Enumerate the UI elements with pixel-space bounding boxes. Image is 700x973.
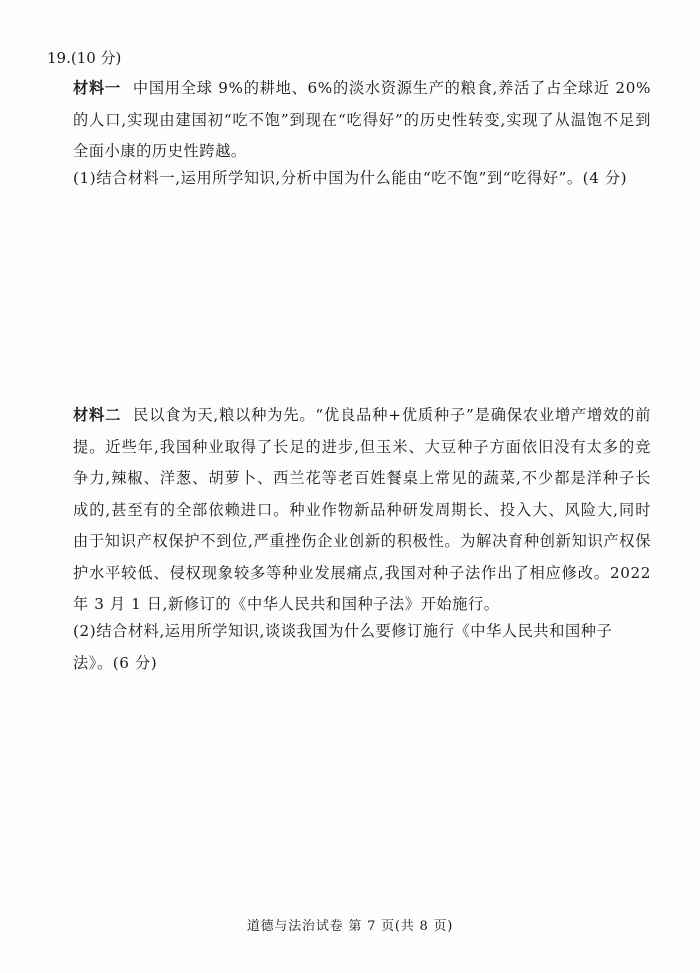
material-two-text: 民以食为天,粮以种为先。“优良品种+优质种子”是确保农业增产增效的前提。近些年,我国种业取得了长足的进步,但玉米、大豆种子方面依旧没有太多的竞争力,辣椒、洋葱、胡萝卜、西兰花等老百姓餐桌上常见的蔬菜,不少都是洋种子长成的,甚至有的全部依赖进口。种业作物新品种研发周期长、投入大、风险大,同时由于知识产权保护不到位,严重挫伤企业创新的积极性。为解决育种创新知识产权保护水平较低、侵权现象较多等种业发展痛点,我国对种子法作出了相应修改。2022 年 3 月 1 日,新修订的《中华人民共和国种子法》开始施行。 <box>73 406 651 613</box>
material-one-label: 材料一 <box>73 79 121 97</box>
material-one-text: 中国用全球 9%的耕地、6%的淡水资源生产的粮食,养活了占全球近 20%的人口,实现由建国初“吃不饱”到现在“吃得好”的历史性转变,实现了从温饱不足到全面小康的历史性跨越。 <box>73 79 651 160</box>
page-footer: 道德与法治试卷 第 7 页(共 8 页) <box>246 919 454 934</box>
sub-question-one: (1)结合材料一,运用所学知识,分析中国为什么能由“吃不饱”到“吃得好”。(4 分) <box>73 169 628 187</box>
material-two-label: 材料二 <box>73 406 122 424</box>
material-one <box>73 73 651 168</box>
material-two <box>73 400 651 621</box>
sub-question-two: (2)结合材料,运用所学知识,谈谈我国为什么要修订施行《中华人民共和国种子法》。(6 分) <box>73 622 613 672</box>
question-number: 19.(10 分) <box>47 49 122 67</box>
